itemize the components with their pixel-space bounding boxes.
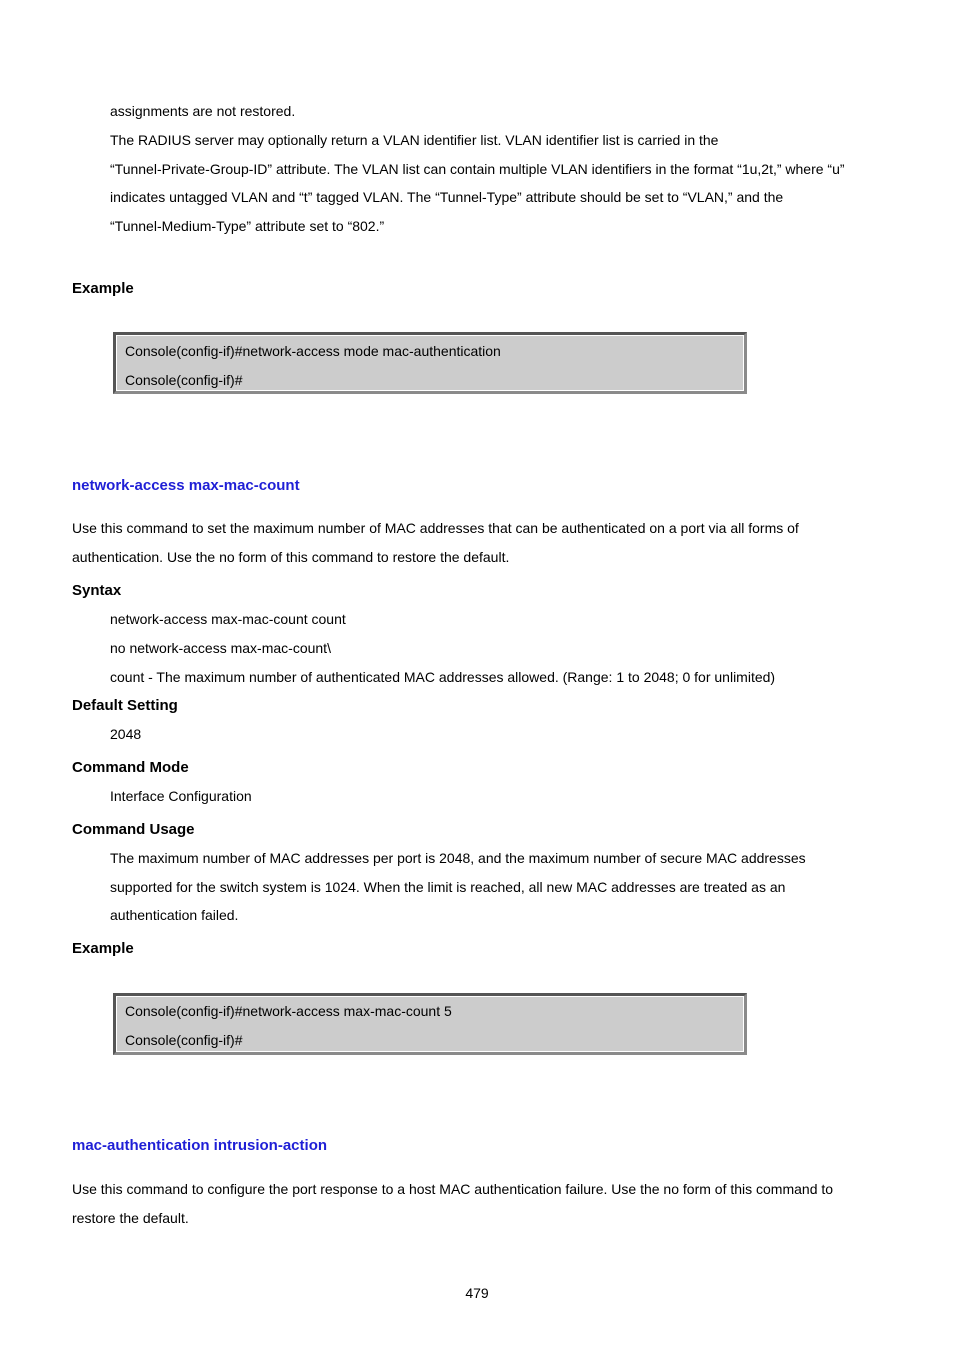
usage-line: authentication failed.	[110, 907, 239, 923]
code-line: Console(config-if)#	[125, 372, 243, 388]
code-line: Console(config-if)#network-access mode mac-authentication	[125, 343, 501, 359]
description-line: Use this command to configure the port response to a host MAC authentication failure. Use the no form of this command to	[72, 1181, 834, 1197]
intro-line: “Tunnel-Medium-Type” attribute set to “802.”	[110, 218, 385, 234]
page-number: 479	[465, 1285, 489, 1301]
example-heading: Example	[72, 280, 134, 297]
usage-line: supported for the switch system is 1024. When the limit is reached, all new MAC addresses are treated as an	[110, 879, 786, 895]
intro-line: indicates untagged VLAN and “t” tagged VLAN. The “Tunnel-Type” attribute should be set to “VLAN,” and the	[110, 189, 784, 205]
code-example-box	[113, 993, 747, 1055]
syntax-line: count - The maximum number of authenticated MAC addresses allowed. (Range: 1 to 2048; 0 for unlimited)	[110, 669, 776, 685]
usage-line: The maximum number of MAC addresses per port is 2048, and the maximum number of secure MAC addresses	[110, 850, 806, 866]
intro-line: The RADIUS server may optionally return a VLAN identifier list. VLAN identifier list is carried in the	[110, 132, 719, 148]
example-heading: Example	[72, 940, 134, 957]
command-mode-value: Interface Configuration	[110, 788, 252, 804]
intro-line: assignments are not restored.	[110, 103, 296, 119]
section-title: mac-authentication intrusion-action	[72, 1137, 328, 1154]
command-usage-heading: Command Usage	[72, 821, 195, 838]
syntax-line: no network-access max-mac-count\	[110, 640, 331, 656]
code-example-box	[113, 332, 747, 394]
intro-line: “Tunnel-Private-Group-ID” attribute. The VLAN list can contain multiple VLAN identifiers in the format “1u,2t,” where “u”	[110, 161, 845, 177]
syntax-line: network-access max-mac-count count	[110, 611, 346, 627]
syntax-heading: Syntax	[72, 582, 122, 599]
code-line: Console(config-if)#	[125, 1032, 243, 1048]
command-mode-heading: Command Mode	[72, 759, 189, 776]
description-line: Use this command to set the maximum number of MAC addresses that can be authenticated on a port via all forms of	[72, 520, 799, 536]
description-line: authentication. Use the no form of this command to restore the default.	[72, 549, 510, 565]
default-setting-value: 2048	[110, 726, 142, 742]
default-setting-heading: Default Setting	[72, 697, 178, 714]
description-line: restore the default.	[72, 1210, 189, 1226]
section-title: network-access max-mac-count	[72, 477, 300, 494]
code-line: Console(config-if)#network-access max-mac-count 5	[125, 1003, 452, 1019]
